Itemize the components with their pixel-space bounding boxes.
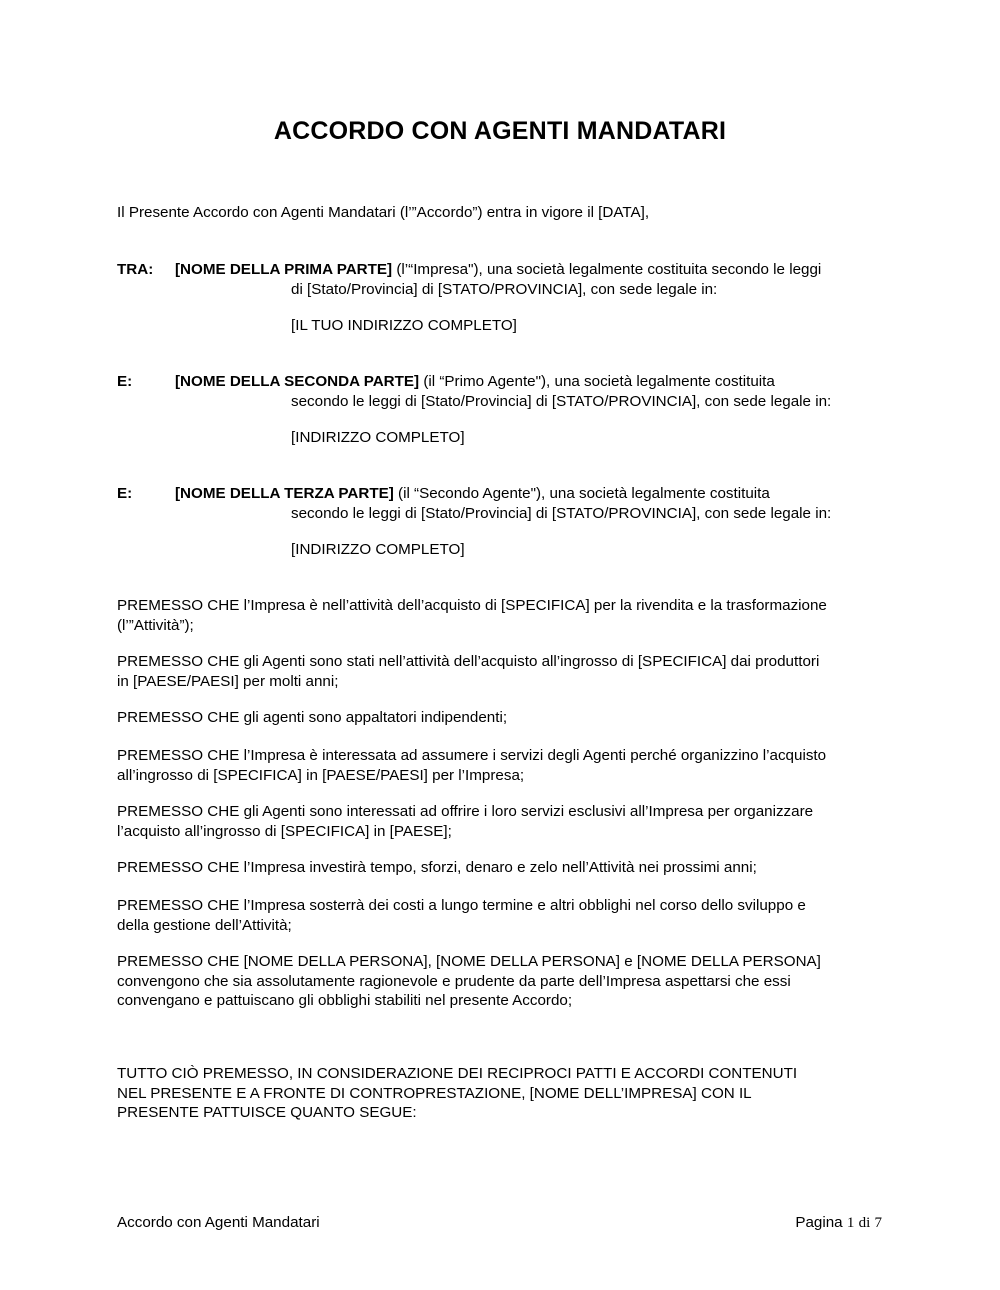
party-desc-3a: (il “Secondo Agente"), una società legalmente costituita [393, 485, 770, 502]
recital-3 [117, 708, 887, 728]
recital-8-line-3: convengano e pattuiscano gli obblighi stabiliti nel presente Accordo; [117, 992, 573, 1009]
recital-8-line-1: PREMESSO CHE [NOME DELLA PERSONA], [NOME DELLA PERSONA] e [NOME DELLA PERSONA] [117, 953, 821, 970]
party-address-1: [IL TUO INDIRIZZO COMPLETO] [291, 317, 517, 334]
recital-5 [117, 802, 887, 841]
recital-1-line-2: (l’”Attività”); [117, 616, 194, 634]
party-desc-1a: (l’“Impresa"), una società legalmente costituita secondo le leggi [392, 261, 822, 278]
recital-7-line-2: della gestione dell’Attività; [117, 916, 292, 934]
footer-document-name: Accordo con Agenti Mandatari [117, 1214, 320, 1231]
footer-page-label: Pagina [795, 1214, 843, 1231]
party-desc-2b: secondo le leggi di [Stato/Provincia] di [STATO/PROVINCIA], con sede legale in: [291, 392, 832, 410]
party-line-3 [175, 484, 895, 504]
closing-line-1: TUTTO CIÒ PREMESSO, IN CONSIDERAZIONE DEI RECIPROCI PATTI E ACCORDI CONTENUTI [117, 1065, 798, 1082]
intro-paragraph: Il Presente Accordo con Agenti Mandatari (l’”Accordo”) entra in vigore il [DATA], [117, 204, 650, 221]
recital-8 [117, 952, 887, 1011]
recital-4-line-1: PREMESSO CHE l’Impresa è interessata ad assumere i servizi degli Agenti perché organizzino l’acquisto [117, 747, 827, 764]
closing-line-2: NEL PRESENTE E A FRONTE DI CONTROPRESTAZIONE, [NOME DELL’IMPRESA] CON IL [117, 1084, 752, 1102]
party-line-1 [175, 260, 895, 280]
party-desc-3b: secondo le leggi di [Stato/Provincia] di [STATO/PROVINCIA], con sede legale in: [291, 504, 832, 522]
recital-7 [117, 896, 887, 935]
footer-of-label: di [858, 1215, 871, 1231]
recital-7-line-1: PREMESSO CHE l’Impresa sosterrà dei costi a lungo termine e altri obblighi nel corso dello sviluppo e [117, 897, 806, 914]
party-desc-2a: (il “Primo Agente"), una società legalmente costituita [419, 373, 775, 390]
footer-total-pages: 7 [874, 1215, 882, 1231]
closing-paragraph [117, 1064, 887, 1123]
recital-6-line-1: PREMESSO CHE l’Impresa investirà tempo, sforzi, denaro e zelo nell’Attività nei prossimi anni; [117, 859, 757, 876]
party-desc-1b: di [Stato/Provincia] di [STATO/PROVINCIA], con sede legale in: [291, 280, 718, 298]
footer-page-number: 1 [846, 1215, 855, 1231]
recital-2 [117, 652, 887, 691]
recital-5-line-1: PREMESSO CHE gli Agenti sono interessati ad offrire i loro servizi esclusivi all’Impresa per organizzare [117, 803, 814, 820]
party-name-1: [NOME DELLA PRIMA PARTE] [175, 261, 393, 278]
recital-1-line-1: PREMESSO CHE l’Impresa è nell’attività dell’acquisto di [SPECIFICA] per la rivendita e la trasformazione [117, 597, 827, 614]
recital-5-line-2: l’acquisto all’ingrosso di [SPECIFICA] in [PAESE]; [117, 822, 452, 840]
closing-line-3: PRESENTE PATTUISCE QUANTO SEGUE: [117, 1104, 417, 1121]
recital-3-line-1: PREMESSO CHE gli agenti sono appaltatori indipendenti; [117, 709, 508, 726]
recital-4 [117, 746, 887, 785]
party-address-2: [INDIRIZZO COMPLETO] [291, 429, 465, 446]
party-line-2 [175, 372, 895, 392]
party-label-2: E: [117, 373, 133, 390]
recital-6 [117, 858, 887, 878]
party-address-3: [INDIRIZZO COMPLETO] [291, 541, 465, 558]
party-name-3: [NOME DELLA TERZA PARTE] [175, 485, 394, 502]
document-title: ACCORDO CON AGENTI MANDATARI [273, 117, 727, 145]
party-name-2: [NOME DELLA SECONDA PARTE] [175, 373, 420, 390]
recital-2-line-1: PREMESSO CHE gli Agenti sono stati nell’attività dell’acquisto all’ingrosso di [SPECIFICA] dai produttori [117, 653, 820, 670]
recital-2-line-2: in [PAESE/PAESI] per molti anni; [117, 672, 339, 690]
recital-1 [117, 596, 887, 635]
party-label-3: E: [117, 485, 133, 502]
party-label-1: TRA: [117, 261, 154, 278]
footer-page-indicator [795, 1213, 882, 1233]
recital-4-line-2: all’ingrosso di [SPECIFICA] in [PAESE/PAESI] per l’Impresa; [117, 766, 525, 784]
recital-8-line-2: convengono che sia assolutamente ragionevole e prudente da parte dell’Impresa aspettarsi che essi [117, 972, 791, 990]
